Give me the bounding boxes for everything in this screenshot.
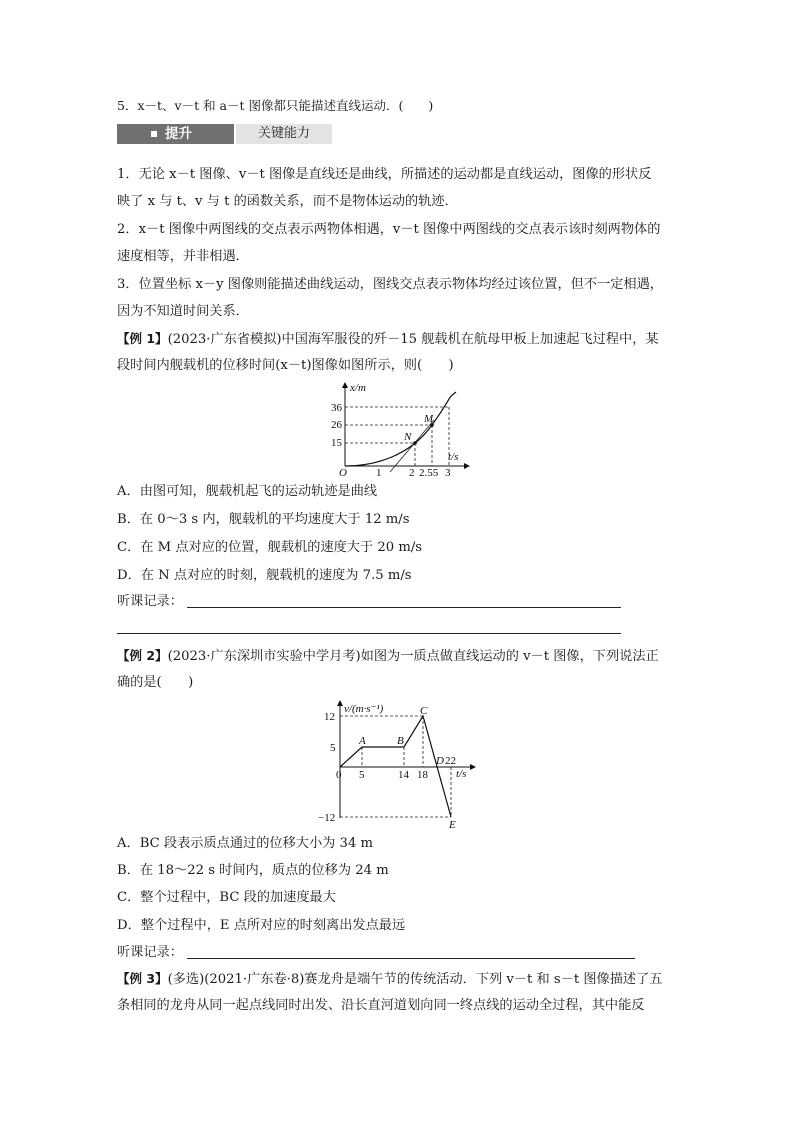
- section-banner: [117, 124, 332, 144]
- x-tick-3: 3: [445, 467, 451, 479]
- xt-chart: [330, 380, 470, 480]
- t-axis-arrow-icon: [470, 764, 476, 770]
- x-axis-label: t/s: [448, 451, 459, 463]
- example-2-line1: [117, 646, 659, 667]
- example-2-line2: 确的是( ): [117, 675, 194, 690]
- example-1-text: (2023·广东省模拟)中国海军服役的歼－15 舰载机在航母甲板上加速起飞过程中，某: [167, 332, 659, 347]
- y-tick-12: 12: [324, 711, 335, 723]
- question-5: 5．x－t、v－t 和 a－t 图像都只能描述直线运动．( ): [117, 98, 434, 113]
- example-1-line2: 段时间内舰载机的位移时间(x－t)图像如图所示，则( ): [117, 358, 454, 373]
- record-line: [117, 633, 621, 634]
- example-1-record-label: 听课记录：: [117, 594, 183, 609]
- point-d-label: D: [436, 755, 444, 767]
- square-bullet-icon: [151, 131, 157, 137]
- banner-dark-block: [117, 124, 234, 144]
- note-line: 1．无论 x－t 图像、v－t 图像是直线还是曲线，所描述的运动都是直线运动，图像的形状反: [117, 167, 652, 182]
- example-3-line2: 条相同的龙舟从同一起点线同时出发、沿长直河道划向同一终点线的运动全过程，其中能反: [117, 998, 645, 1013]
- point-c-label: C: [420, 705, 428, 717]
- vt-chart: [318, 698, 478, 830]
- y-axis-arrow-icon: [342, 382, 348, 388]
- note-line: 因为不知道时间关系．: [117, 304, 249, 319]
- origin-label: O: [339, 467, 347, 479]
- example-3-line1: [117, 969, 663, 990]
- example-3-tag: 【例 3】: [117, 971, 168, 986]
- y-tick-15: 15: [331, 437, 342, 449]
- y-tick-neg12: −12: [318, 812, 336, 824]
- example-1-option-a: A．由图可知，舰载机起飞的运动轨迹是曲线: [117, 484, 378, 499]
- v-axis-arrow-icon: [337, 700, 343, 706]
- xt-curve: [345, 392, 459, 466]
- point-e-label: E: [449, 819, 456, 831]
- banner-light-block: [234, 124, 332, 144]
- example-1-option-c: C．在 M 点对应的位置，舰载机的速度大于 20 m/s: [117, 540, 423, 555]
- point-n: [413, 441, 417, 445]
- point-m-label: M: [424, 413, 434, 425]
- note-line: 2．x－t 图像中两图线的交点表示两物体相遇，v－t 图像中两图线的交点表示该时刻两物体的: [117, 222, 661, 237]
- example-2-option-b: B．在 18～22 s 时间内，质点的位移为 24 m: [117, 863, 389, 878]
- record-line: [187, 958, 635, 959]
- banner-label: 提升: [165, 126, 192, 142]
- origin-label: 0: [336, 769, 342, 781]
- example-1-option-b: B．在 0～3 s 内，舰载机的平均速度大于 12 m/s: [117, 512, 410, 527]
- example-2-record-label: 听课记录：: [117, 945, 183, 960]
- y-tick-5: 5: [330, 742, 336, 754]
- example-2-option-c: C．整个过程中，BC 段的加速度最大: [117, 890, 336, 905]
- banner-sub: 关键能力: [258, 126, 311, 141]
- point-n-label: N: [404, 431, 412, 443]
- note-line: 映了 x 与 t、v 与 t 的函数关系，而不是物体运动的轨迹．: [117, 194, 458, 209]
- example-1-tag: 【例 1】: [117, 331, 168, 346]
- x-tick-22: 22: [445, 755, 456, 767]
- x-tick-5: 5: [359, 769, 365, 781]
- y-axis-label: x/m: [350, 382, 366, 394]
- x-tick-18: 18: [417, 769, 428, 781]
- example-2-text: (2023·广东深圳市实验中学月考)如图为一质点做直线运动的 v－t 图像，下列说法正: [167, 649, 659, 664]
- y-tick-26: 26: [331, 419, 342, 431]
- note-line: 3．位置坐标 x－y 图像则能描述曲线运动，图线交点表示物体均经过该位置，但不一定相遇，: [117, 277, 663, 292]
- note-line: 速度相等，并非相遇．: [117, 249, 249, 264]
- x-axis-arrow-icon: [464, 463, 470, 469]
- x-tick-2.55: 2.55: [419, 467, 439, 479]
- example-2-option-d: D．整个过程中，E 点所对应的时刻离出发点最远: [117, 918, 406, 933]
- example-3-text: (多选)(2021·广东卷·8)赛龙舟是端午节的传统活动．下列 v－t 和 s－t 图像描述了五: [167, 972, 663, 987]
- example-2-tag: 【例 2】: [117, 648, 168, 663]
- t-axis-label: t/s: [456, 768, 467, 780]
- x-tick-2: 2: [409, 467, 415, 479]
- point-b-label: B: [397, 735, 404, 747]
- v-axis-label: v/(m·s⁻¹): [344, 703, 384, 715]
- point-a-label: A: [359, 735, 366, 747]
- y-tick-36: 36: [331, 402, 342, 414]
- example-1-line1: [117, 329, 659, 350]
- record-line: [187, 607, 621, 608]
- example-1-option-d: D．在 N 点对应的时刻，舰载机的速度为 7.5 m/s: [117, 568, 412, 583]
- x-tick-1: 1: [376, 467, 382, 479]
- example-2-option-a: A．BC 段表示质点通过的位移大小为 34 m: [117, 836, 374, 851]
- x-tick-14: 14: [398, 769, 409, 781]
